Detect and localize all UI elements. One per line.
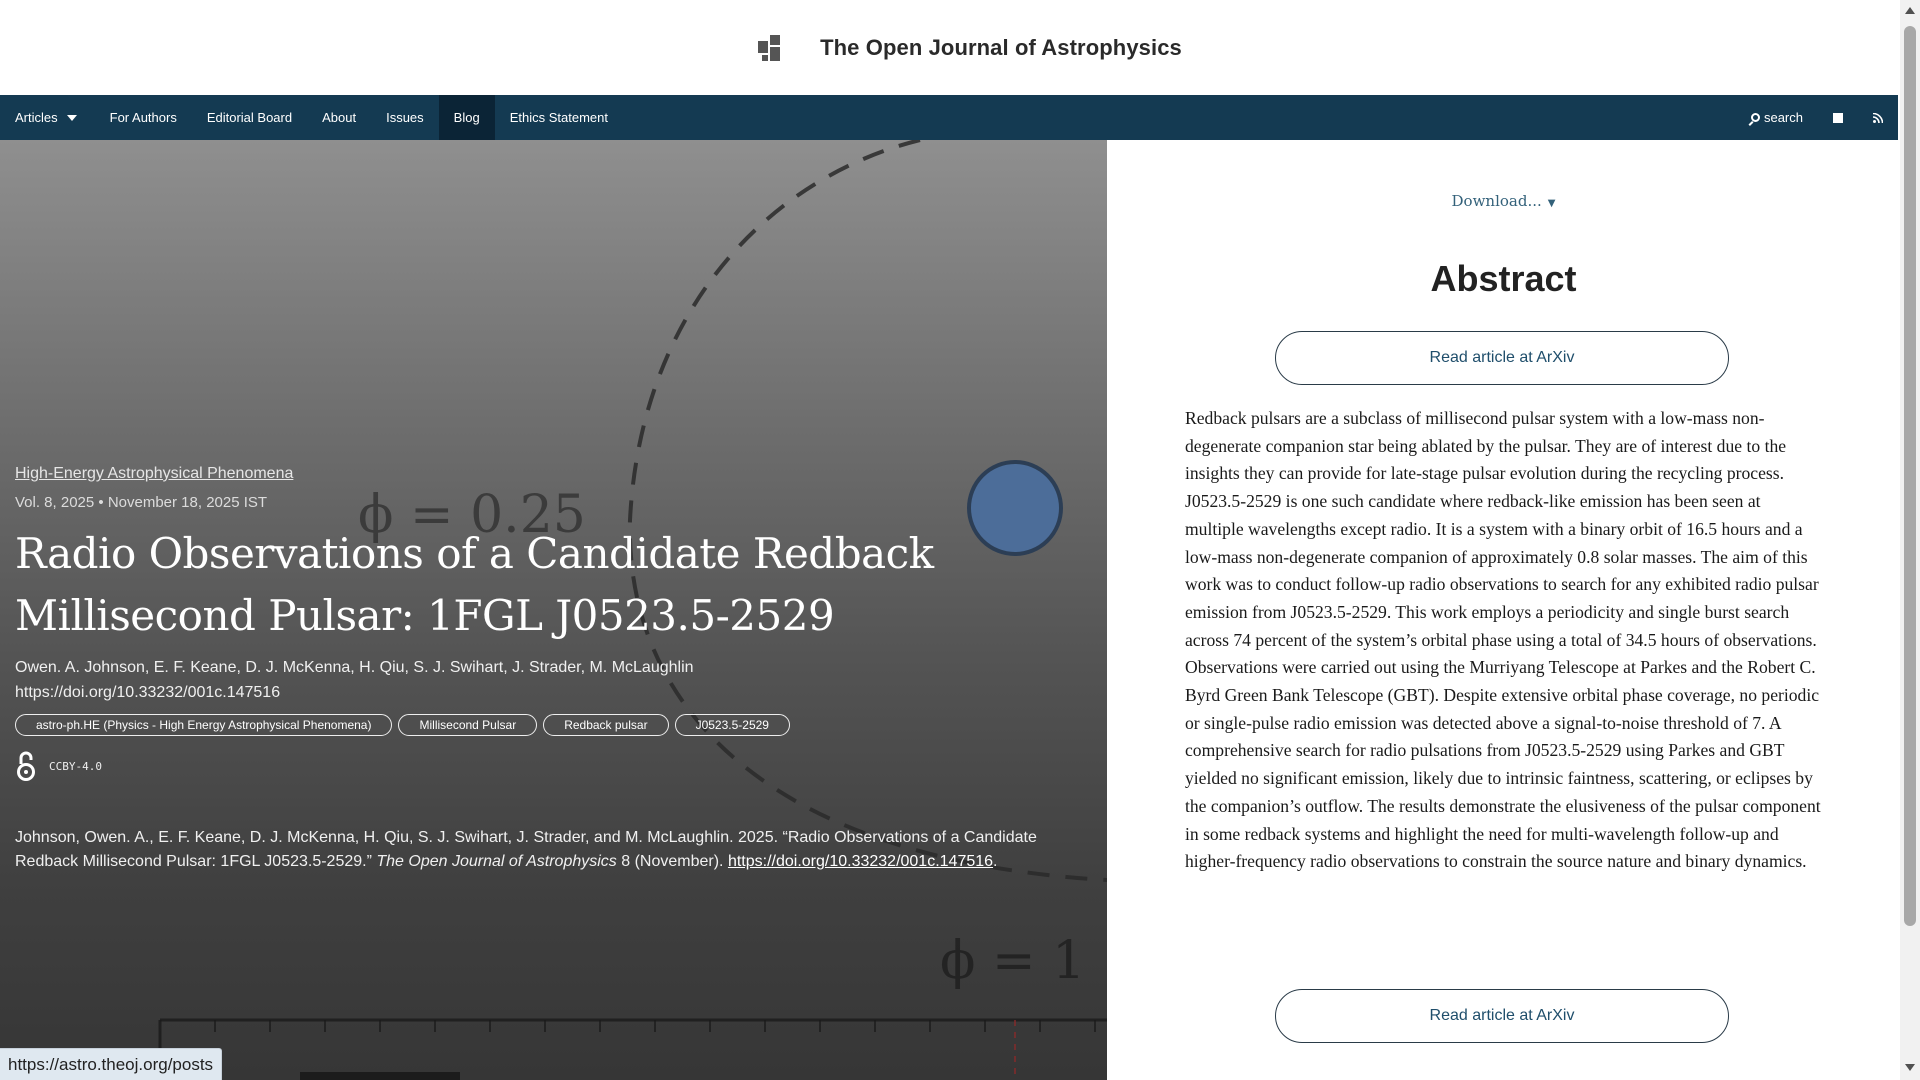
main-nav [0,95,1898,140]
search-label: search [1763,110,1803,125]
site-title[interactable]: The Open Journal of Astrophysics [820,34,1182,60]
abstract-heading: Abstract [1430,258,1577,299]
keyword-tag[interactable]: astro-ph.HE (Physics - High Energy Astrophysical Phenomena) [15,714,392,736]
read-arxiv-button-bottom[interactable]: Read article at ArXiv [1275,989,1729,1043]
link-status-bar: https://astro.theoj.org/posts [0,1048,222,1080]
keyword-tags [15,714,1095,736]
caret-down-icon [67,115,77,121]
nav-item-issues[interactable]: Issues [386,110,424,125]
nav-item-blog[interactable]: Blog [439,95,495,140]
caret-down-icon: ▼ [1547,198,1556,209]
keyword-tag[interactable]: Millisecond Pulsar [398,714,537,736]
article-meta: Vol. 8, 2025 • November 18, 2025 IST [15,494,268,511]
download-dropdown[interactable] [1107,192,1900,210]
article-hero [0,140,1107,1080]
scroll-down-arrow-icon[interactable] [1905,1064,1915,1071]
phase-label-b: ϕ = 1 [940,931,1086,991]
nav-item-about[interactable]: About [322,110,357,125]
nav-item-articles[interactable] [0,95,92,140]
license-text: CCBY-4.0 [49,759,102,773]
download-label: Download... [1451,192,1542,210]
facebook-link[interactable] [1818,95,1858,140]
citation-text: Johnson, Owen. A., E. F. Keane, D. J. McKenna, H. Qiu, S. J. Swihart, J. Strader, and M. McLaughlin. 2025. “Radio Observations of a Candidate Redback Millisecond Pulsar: 1FGL J0523.5-2529.” [15,829,1037,870]
page-scrollbar[interactable] [1900,0,1920,1080]
nav-item-for-authors[interactable]: For Authors [109,110,177,125]
nav-item-ethics-statement[interactable]: Ethics Statement [509,110,608,125]
scroll-thumb[interactable] [1904,26,1916,926]
phase-label-a: ϕ = 0.25 [358,485,586,545]
search-link[interactable] [1736,95,1818,140]
journal-logo-icon[interactable] [758,35,782,61]
nav-right [1736,95,1898,140]
article-authors: Owen. A. Johnson, E. F. Keane, D. J. McKenna, H. Qiu, S. J. Swihart, J. Strader, M. McLaughlin [15,659,694,676]
site-brand[interactable] [758,35,1182,61]
nav-item-label: Articles [15,110,58,125]
citation-doi-link[interactable]: https://doi.org/10.33232/001c.147516 [727,853,994,870]
article-header [15,465,1095,874]
article-title: Radio Observations of a Candidate Redback Millisecond Pulsar: 1FGL J0523.5-2529 [15,529,934,640]
rss-icon [1873,113,1883,123]
scroll-up-arrow-icon[interactable] [1905,7,1915,14]
read-arxiv-button-top[interactable]: Read article at ArXiv [1275,331,1729,385]
facebook-icon [1833,113,1843,123]
site-header [0,0,1900,95]
citation-issue: 8 (November). [616,853,728,870]
rss-link[interactable] [1858,95,1898,140]
abstract-text: Redback pulsars are a subclass of millisecond pulsar system with a low-mass non-degenerate companion star being ablated by the pulsar. They are of interest due to the insights they can provide for late-stage pulsar evolution during the recycling process. J0523.5-2529 is one such candidate where redback-like emission has been seen at multiple wavelengths except radio. It is a system with a binary orbit of 16.5 hours and a low-mass non-degenerate companion of approximately 0.8 solar masses. The aim of this work was to conduct follow-up radio observations to search for any exhibited radio pulsar emission from J0523.5-2529. This work employs a periodicity and single burst search across 74 percent of the system’s orbital phase using a total of 34.5 hours of observations. Observations were carried out using the Murriyang Telescope at Parkes and the Robert C. Byrd Green Bank Telescope (GBT). Despite extensive orbital phase coverage, no periodic or single-pulse radio emission was detected above a signal-to-noise threshold of 7. A comprehensive search for radio pulsations from J0523.5-2529 using Parkes and GBT yielded no significant emission, likely due to intrinsic faintness, scattering, or eclipses by the companion’s outflow. The results demonstrate the elusiveness of the pulsar component in some redback systems and highlight the need for multi-wavelength follow-up and higher-frequency radio observations to constrain the source nature and binary dynamics. [1185,408,1821,872]
search-icon [1751,113,1760,122]
article-citation [15,826,1095,874]
open-access-icon [15,750,37,782]
article-doi[interactable]: https://doi.org/10.33232/001c.147516 [15,684,281,701]
citation-journal: The Open Journal of Astrophysics [376,853,617,870]
article-category-link[interactable]: High-Energy Astrophysical Phenomena [15,465,294,482]
nav-item-editorial-board[interactable]: Editorial Board [206,110,293,125]
keyword-tag[interactable]: J0523.5-2529 [675,714,790,736]
citation-suffix: . [993,853,998,870]
license-badge [15,750,1095,782]
abstract-panel [1107,140,1900,1080]
keyword-tag[interactable]: Redback pulsar [543,714,668,736]
